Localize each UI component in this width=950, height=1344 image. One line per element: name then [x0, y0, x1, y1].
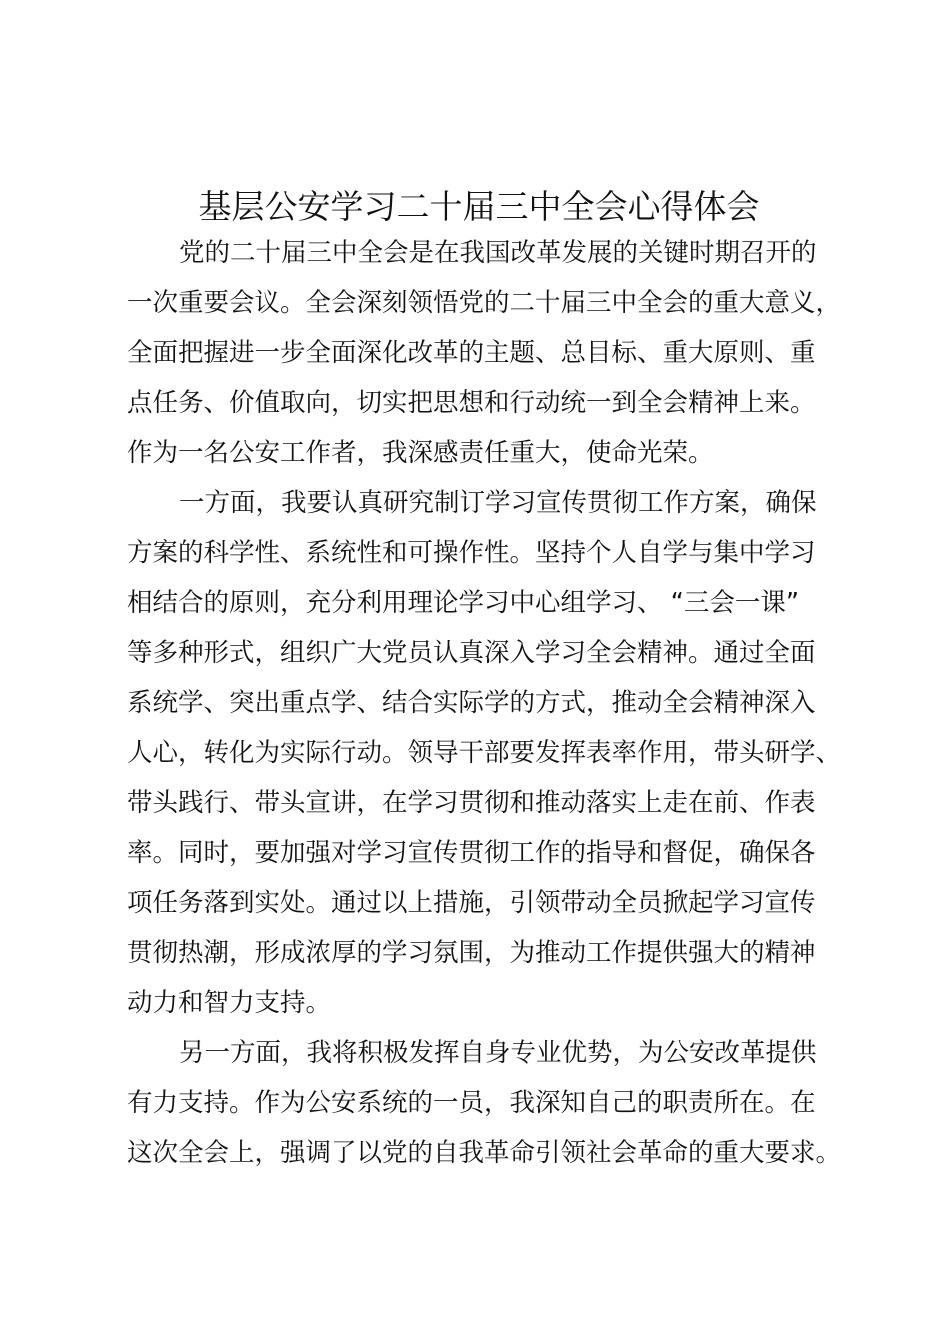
paragraph-line: 作为一名公安工作者，我深感责任重大，使命光荣。: [127, 438, 714, 468]
paragraph-line: 动力和智力支持。: [127, 988, 332, 1018]
paragraph-2: [127, 478, 867, 1028]
paragraph-line: 系统学、突出重点学、结合实际学的方式，推动全会精神深入: [127, 688, 816, 718]
paragraph-line: 一方面，我要认真研究制订学习宣传贯彻工作方案，确保: [179, 488, 817, 518]
paragraph-line: 带头践行、带头宣讲，在学习贯彻和推动落实上走在前、作表: [127, 788, 816, 818]
paragraph-line: 人心，转化为实际行动。领导干部要发挥表率作用，带头研学、: [127, 738, 842, 768]
paragraph-line: 这次全会上，强调了以党的自我革命引领社会革命的重大要求。: [127, 1138, 842, 1168]
paragraph-line: 项任务落到实处。通过以上措施，引领带动全员掀起学习宣传: [127, 888, 816, 918]
paragraph-line: 党的二十届三中全会是在我国改革发展的关键时期召开的: [179, 238, 817, 268]
paragraph-line: 贯彻热潮，形成浓厚的学习氛围，为推动工作提供强大的精神: [127, 938, 816, 968]
document-title: 基层公安学习二十届三中全会心得体会: [198, 187, 760, 226]
paragraph-line: 一次重要会议。全会深刻领悟党的二十届三中全会的重大意义，: [127, 288, 842, 318]
paragraph-line: 有力支持。作为公安系统的一员，我深知自己的职责所在。在: [127, 1088, 816, 1118]
paragraph-line: 率。同时，要加强对学习宣传贯彻工作的指导和督促，确保各: [127, 838, 816, 868]
paragraph-line: 点任务、价值取向，切实把思想和行动统一到全会精神上来。: [127, 388, 816, 418]
paragraph-line: 另一方面，我将积极发挥自身专业优势，为公安改革提供: [179, 1038, 817, 1068]
paragraph-line: 等多种形式，组织广大党员认真深入学习全会精神。通过全面: [127, 638, 816, 668]
paragraph-line: 方案的科学性、系统性和可操作性。坚持个人自学与集中学习: [127, 538, 816, 568]
paragraph-3: [127, 1028, 867, 1178]
paragraph-line: 全面把握进一步全面深化改革的主题、总目标、重大原则、重: [127, 338, 816, 368]
paragraph-line: 相结合的原则，充分利用理论学习中心组学习、 “三会一课”: [127, 588, 800, 618]
paragraph-1: [127, 228, 867, 478]
